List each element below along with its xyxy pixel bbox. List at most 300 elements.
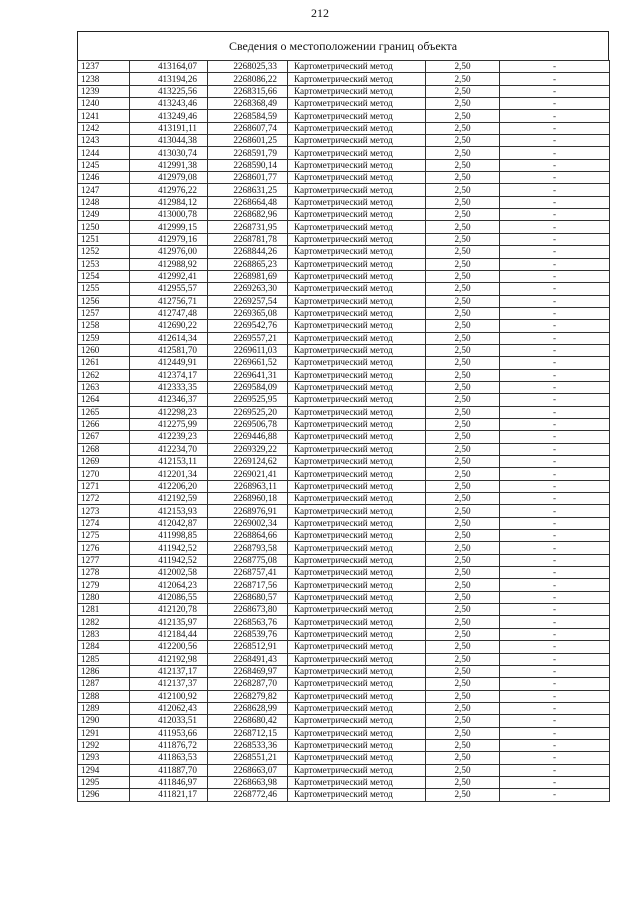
cell-note: - bbox=[500, 283, 610, 295]
cell-note: - bbox=[500, 443, 610, 455]
cell-coord-y: 2268315,66 bbox=[208, 85, 288, 97]
cell-method: Картометрический метод bbox=[288, 567, 426, 579]
cell-point-number: 1280 bbox=[78, 591, 130, 603]
cell-accuracy: 2,50 bbox=[426, 493, 500, 505]
cell-note: - bbox=[500, 184, 610, 196]
table-row bbox=[78, 678, 610, 690]
table-row bbox=[78, 752, 610, 764]
cell-accuracy: 2,50 bbox=[426, 690, 500, 702]
cell-method: Картометрический метод bbox=[288, 147, 426, 159]
cell-point-number: 1239 bbox=[78, 85, 130, 97]
cell-accuracy: 2,50 bbox=[426, 554, 500, 566]
cell-point-number: 1248 bbox=[78, 196, 130, 208]
cell-method: Картометрический метод bbox=[288, 702, 426, 714]
cell-note: - bbox=[500, 394, 610, 406]
cell-coord-x: 412062,43 bbox=[130, 702, 208, 714]
cell-accuracy: 2,50 bbox=[426, 431, 500, 443]
cell-accuracy: 2,50 bbox=[426, 320, 500, 332]
cell-note: - bbox=[500, 567, 610, 579]
cell-accuracy: 2,50 bbox=[426, 776, 500, 788]
table-row bbox=[78, 270, 610, 282]
cell-coord-x: 412137,37 bbox=[130, 678, 208, 690]
cell-accuracy: 2,50 bbox=[426, 591, 500, 603]
cell-coord-y: 2268865,23 bbox=[208, 258, 288, 270]
cell-coord-x: 413030,74 bbox=[130, 147, 208, 159]
table-row bbox=[78, 690, 610, 702]
cell-coord-y: 2268963,11 bbox=[208, 480, 288, 492]
cell-method: Картометрический метод bbox=[288, 332, 426, 344]
cell-point-number: 1256 bbox=[78, 295, 130, 307]
cell-point-number: 1284 bbox=[78, 641, 130, 653]
cell-coord-y: 2268279,82 bbox=[208, 690, 288, 702]
cell-coord-y: 2268664,48 bbox=[208, 196, 288, 208]
cell-coord-x: 412992,41 bbox=[130, 270, 208, 282]
cell-accuracy: 2,50 bbox=[426, 727, 500, 739]
cell-accuracy: 2,50 bbox=[426, 357, 500, 369]
cell-coord-x: 412033,51 bbox=[130, 715, 208, 727]
cell-method: Картометрический метод bbox=[288, 752, 426, 764]
cell-coord-y: 2268682,96 bbox=[208, 209, 288, 221]
cell-coord-y: 2268781,78 bbox=[208, 233, 288, 245]
cell-coord-x: 413000,78 bbox=[130, 209, 208, 221]
cell-method: Картометрический метод bbox=[288, 727, 426, 739]
cell-method: Картометрический метод bbox=[288, 73, 426, 85]
cell-method: Картометрический метод bbox=[288, 641, 426, 653]
cell-accuracy: 2,50 bbox=[426, 715, 500, 727]
cell-coord-x: 413249,46 bbox=[130, 110, 208, 122]
cell-coord-x: 411998,85 bbox=[130, 530, 208, 542]
cell-accuracy: 2,50 bbox=[426, 653, 500, 665]
cell-coord-x: 412747,48 bbox=[130, 307, 208, 319]
cell-coord-x: 412135,97 bbox=[130, 616, 208, 628]
cell-method: Картометрический метод bbox=[288, 122, 426, 134]
cell-accuracy: 2,50 bbox=[426, 517, 500, 529]
cell-accuracy: 2,50 bbox=[426, 443, 500, 455]
cell-accuracy: 2,50 bbox=[426, 369, 500, 381]
cell-coord-x: 413191,11 bbox=[130, 122, 208, 134]
cell-coord-y: 2268591,79 bbox=[208, 147, 288, 159]
cell-coord-x: 412991,38 bbox=[130, 159, 208, 171]
cell-note: - bbox=[500, 530, 610, 542]
cell-coord-x: 412153,11 bbox=[130, 456, 208, 468]
cell-point-number: 1270 bbox=[78, 468, 130, 480]
cell-point-number: 1262 bbox=[78, 369, 130, 381]
cell-note: - bbox=[500, 641, 610, 653]
cell-note: - bbox=[500, 715, 610, 727]
cell-coord-y: 2268757,41 bbox=[208, 567, 288, 579]
cell-method: Картометрический метод bbox=[288, 493, 426, 505]
table-row bbox=[78, 493, 610, 505]
cell-coord-x: 411942,52 bbox=[130, 554, 208, 566]
table-row bbox=[78, 715, 610, 727]
cell-accuracy: 2,50 bbox=[426, 85, 500, 97]
cell-method: Картометрический метод bbox=[288, 196, 426, 208]
cell-note: - bbox=[500, 122, 610, 134]
cell-point-number: 1281 bbox=[78, 604, 130, 616]
cell-coord-y: 2268368,49 bbox=[208, 98, 288, 110]
cell-accuracy: 2,50 bbox=[426, 196, 500, 208]
cell-coord-x: 412581,70 bbox=[130, 344, 208, 356]
cell-point-number: 1260 bbox=[78, 344, 130, 356]
cell-method: Картометрический метод bbox=[288, 431, 426, 443]
table-row bbox=[78, 344, 610, 356]
cell-note: - bbox=[500, 110, 610, 122]
cell-method: Картометрический метод bbox=[288, 135, 426, 147]
table-row bbox=[78, 258, 610, 270]
cell-method: Картометрический метод bbox=[288, 665, 426, 677]
cell-coord-y: 2268601,77 bbox=[208, 172, 288, 184]
cell-coord-x: 412184,44 bbox=[130, 628, 208, 640]
table-row bbox=[78, 604, 610, 616]
cell-point-number: 1267 bbox=[78, 431, 130, 443]
cell-point-number: 1238 bbox=[78, 73, 130, 85]
cell-coord-x: 412002,58 bbox=[130, 567, 208, 579]
cell-coord-x: 412756,71 bbox=[130, 295, 208, 307]
cell-point-number: 1258 bbox=[78, 320, 130, 332]
cell-point-number: 1244 bbox=[78, 147, 130, 159]
cell-coord-x: 413194,26 bbox=[130, 73, 208, 85]
table-row bbox=[78, 135, 610, 147]
cell-point-number: 1272 bbox=[78, 493, 130, 505]
cell-point-number: 1269 bbox=[78, 456, 130, 468]
cell-coord-x: 412192,98 bbox=[130, 653, 208, 665]
cell-method: Картометрический метод bbox=[288, 764, 426, 776]
cell-coord-x: 412201,34 bbox=[130, 468, 208, 480]
cell-point-number: 1251 bbox=[78, 233, 130, 245]
cell-method: Картометрический метод bbox=[288, 418, 426, 430]
cell-coord-y: 2268680,42 bbox=[208, 715, 288, 727]
cell-coord-y: 2268717,56 bbox=[208, 579, 288, 591]
cell-note: - bbox=[500, 628, 610, 640]
cell-accuracy: 2,50 bbox=[426, 579, 500, 591]
cell-method: Картометрический метод bbox=[288, 283, 426, 295]
cell-note: - bbox=[500, 381, 610, 393]
page-number: 212 bbox=[311, 6, 329, 20]
cell-note: - bbox=[500, 493, 610, 505]
cell-method: Картометрический метод bbox=[288, 85, 426, 97]
table-row bbox=[78, 468, 610, 480]
cell-method: Картометрический метод bbox=[288, 628, 426, 640]
cell-point-number: 1252 bbox=[78, 246, 130, 258]
cell-point-number: 1286 bbox=[78, 665, 130, 677]
table-row bbox=[78, 221, 610, 233]
table-row bbox=[78, 567, 610, 579]
table-row bbox=[78, 418, 610, 430]
cell-note: - bbox=[500, 591, 610, 603]
cell-point-number: 1283 bbox=[78, 628, 130, 640]
table-row bbox=[78, 431, 610, 443]
table-row bbox=[78, 653, 610, 665]
cell-method: Картометрический метод bbox=[288, 369, 426, 381]
cell-point-number: 1237 bbox=[78, 61, 130, 73]
cell-accuracy: 2,50 bbox=[426, 98, 500, 110]
cell-point-number: 1288 bbox=[78, 690, 130, 702]
cell-method: Картометрический метод bbox=[288, 653, 426, 665]
cell-accuracy: 2,50 bbox=[426, 344, 500, 356]
cell-note: - bbox=[500, 517, 610, 529]
cell-coord-y: 2268844,26 bbox=[208, 246, 288, 258]
cell-accuracy: 2,50 bbox=[426, 122, 500, 134]
cell-method: Картометрический метод bbox=[288, 344, 426, 356]
cell-note: - bbox=[500, 270, 610, 282]
cell-point-number: 1266 bbox=[78, 418, 130, 430]
cell-coord-y: 2268025,33 bbox=[208, 61, 288, 73]
cell-coord-y: 2268864,66 bbox=[208, 530, 288, 542]
cell-coord-y: 2269611,03 bbox=[208, 344, 288, 356]
cell-accuracy: 2,50 bbox=[426, 283, 500, 295]
cell-note: - bbox=[500, 789, 610, 801]
cell-method: Картометрический метод bbox=[288, 394, 426, 406]
cell-coord-x: 412234,70 bbox=[130, 443, 208, 455]
cell-accuracy: 2,50 bbox=[426, 567, 500, 579]
cell-note: - bbox=[500, 653, 610, 665]
cell-note: - bbox=[500, 307, 610, 319]
cell-accuracy: 2,50 bbox=[426, 295, 500, 307]
cell-method: Картометрический метод bbox=[288, 579, 426, 591]
cell-coord-y: 2269525,95 bbox=[208, 394, 288, 406]
cell-method: Картометрический метод bbox=[288, 184, 426, 196]
table-row bbox=[78, 209, 610, 221]
cell-point-number: 1274 bbox=[78, 517, 130, 529]
cell-accuracy: 2,50 bbox=[426, 542, 500, 554]
cell-note: - bbox=[500, 418, 610, 430]
cell-note: - bbox=[500, 221, 610, 233]
cell-note: - bbox=[500, 258, 610, 270]
cell-coord-x: 412333,35 bbox=[130, 381, 208, 393]
cell-coord-x: 413164,07 bbox=[130, 61, 208, 73]
cell-accuracy: 2,50 bbox=[426, 678, 500, 690]
cell-point-number: 1242 bbox=[78, 122, 130, 134]
cell-point-number: 1295 bbox=[78, 776, 130, 788]
cell-point-number: 1246 bbox=[78, 172, 130, 184]
table-row bbox=[78, 246, 610, 258]
cell-coord-y: 2268680,57 bbox=[208, 591, 288, 603]
cell-accuracy: 2,50 bbox=[426, 172, 500, 184]
cell-coord-x: 413243,46 bbox=[130, 98, 208, 110]
cell-accuracy: 2,50 bbox=[426, 604, 500, 616]
cell-accuracy: 2,50 bbox=[426, 616, 500, 628]
cell-coord-x: 412100,92 bbox=[130, 690, 208, 702]
cell-point-number: 1273 bbox=[78, 505, 130, 517]
cell-method: Картометрический метод bbox=[288, 739, 426, 751]
cell-coord-y: 2269661,52 bbox=[208, 357, 288, 369]
cell-point-number: 1241 bbox=[78, 110, 130, 122]
cell-coord-y: 2269525,20 bbox=[208, 406, 288, 418]
table-row bbox=[78, 443, 610, 455]
cell-point-number: 1277 bbox=[78, 554, 130, 566]
table-row bbox=[78, 554, 610, 566]
cell-point-number: 1249 bbox=[78, 209, 130, 221]
cell-coord-x: 412086,55 bbox=[130, 591, 208, 603]
cell-method: Картометрический метод bbox=[288, 110, 426, 122]
table-row bbox=[78, 172, 610, 184]
cell-note: - bbox=[500, 764, 610, 776]
cell-coord-x: 412346,37 bbox=[130, 394, 208, 406]
cell-coord-y: 2269446,88 bbox=[208, 431, 288, 443]
cell-coord-x: 412200,56 bbox=[130, 641, 208, 653]
cell-point-number: 1265 bbox=[78, 406, 130, 418]
cell-point-number: 1240 bbox=[78, 98, 130, 110]
cell-coord-x: 412137,17 bbox=[130, 665, 208, 677]
table-row bbox=[78, 122, 610, 134]
cell-point-number: 1287 bbox=[78, 678, 130, 690]
cell-accuracy: 2,50 bbox=[426, 135, 500, 147]
cell-coord-y: 2268731,95 bbox=[208, 221, 288, 233]
cell-note: - bbox=[500, 159, 610, 171]
cell-coord-y: 2268663,07 bbox=[208, 764, 288, 776]
cell-accuracy: 2,50 bbox=[426, 209, 500, 221]
cell-coord-x: 412298,23 bbox=[130, 406, 208, 418]
cell-method: Картометрический метод bbox=[288, 542, 426, 554]
cell-accuracy: 2,50 bbox=[426, 270, 500, 282]
cell-method: Картометрический метод bbox=[288, 530, 426, 542]
table-row bbox=[78, 394, 610, 406]
cell-point-number: 1282 bbox=[78, 616, 130, 628]
table-row bbox=[78, 628, 610, 640]
cell-coord-y: 2268512,91 bbox=[208, 641, 288, 653]
table-row bbox=[78, 110, 610, 122]
cell-coord-x: 412239,23 bbox=[130, 431, 208, 443]
cell-note: - bbox=[500, 61, 610, 73]
cell-method: Картометрический метод bbox=[288, 468, 426, 480]
cell-coord-x: 412042,87 bbox=[130, 517, 208, 529]
cell-coord-y: 2268469,97 bbox=[208, 665, 288, 677]
cell-coord-x: 411942,52 bbox=[130, 542, 208, 554]
cell-coord-y: 2268607,74 bbox=[208, 122, 288, 134]
cell-note: - bbox=[500, 542, 610, 554]
table-row bbox=[78, 283, 610, 295]
cell-method: Картометрический метод bbox=[288, 381, 426, 393]
cell-point-number: 1245 bbox=[78, 159, 130, 171]
cell-accuracy: 2,50 bbox=[426, 406, 500, 418]
cell-point-number: 1264 bbox=[78, 394, 130, 406]
table-row bbox=[78, 196, 610, 208]
cell-coord-x: 411876,72 bbox=[130, 739, 208, 751]
table-row bbox=[78, 702, 610, 714]
table-row bbox=[78, 789, 610, 801]
coordinates-table-body bbox=[78, 61, 610, 802]
cell-coord-x: 411846,97 bbox=[130, 776, 208, 788]
cell-point-number: 1292 bbox=[78, 739, 130, 751]
cell-coord-y: 2269542,76 bbox=[208, 320, 288, 332]
cell-method: Картометрический метод bbox=[288, 789, 426, 801]
cell-point-number: 1290 bbox=[78, 715, 130, 727]
cell-note: - bbox=[500, 85, 610, 97]
table-row bbox=[78, 456, 610, 468]
cell-coord-x: 412979,16 bbox=[130, 233, 208, 245]
cell-coord-y: 2269557,21 bbox=[208, 332, 288, 344]
table-row bbox=[78, 505, 610, 517]
cell-coord-y: 2268712,15 bbox=[208, 727, 288, 739]
boundary-coordinates-sheet bbox=[77, 31, 609, 802]
cell-point-number: 1259 bbox=[78, 332, 130, 344]
cell-coord-y: 2269329,22 bbox=[208, 443, 288, 455]
cell-accuracy: 2,50 bbox=[426, 530, 500, 542]
cell-note: - bbox=[500, 776, 610, 788]
cell-accuracy: 2,50 bbox=[426, 752, 500, 764]
cell-point-number: 1257 bbox=[78, 307, 130, 319]
cell-note: - bbox=[500, 480, 610, 492]
table-row bbox=[78, 641, 610, 653]
cell-coord-y: 2268086,22 bbox=[208, 73, 288, 85]
cell-coord-x: 411887,70 bbox=[130, 764, 208, 776]
cell-accuracy: 2,50 bbox=[426, 789, 500, 801]
cell-coord-x: 411863,53 bbox=[130, 752, 208, 764]
cell-coord-y: 2268563,76 bbox=[208, 616, 288, 628]
cell-coord-y: 2268491,43 bbox=[208, 653, 288, 665]
cell-point-number: 1271 bbox=[78, 480, 130, 492]
cell-coord-x: 412374,17 bbox=[130, 369, 208, 381]
cell-note: - bbox=[500, 739, 610, 751]
cell-method: Картометрический метод bbox=[288, 616, 426, 628]
cell-method: Картометрический метод bbox=[288, 320, 426, 332]
cell-point-number: 1291 bbox=[78, 727, 130, 739]
cell-method: Картометрический метод bbox=[288, 159, 426, 171]
cell-point-number: 1289 bbox=[78, 702, 130, 714]
cell-method: Картометрический метод bbox=[288, 295, 426, 307]
table-row bbox=[78, 739, 610, 751]
cell-coord-y: 2268793,58 bbox=[208, 542, 288, 554]
cell-point-number: 1263 bbox=[78, 381, 130, 393]
cell-coord-x: 412984,12 bbox=[130, 196, 208, 208]
cell-point-number: 1255 bbox=[78, 283, 130, 295]
cell-note: - bbox=[500, 135, 610, 147]
cell-note: - bbox=[500, 702, 610, 714]
cell-coord-y: 2269257,54 bbox=[208, 295, 288, 307]
cell-point-number: 1278 bbox=[78, 567, 130, 579]
cell-note: - bbox=[500, 752, 610, 764]
cell-coord-y: 2269641,31 bbox=[208, 369, 288, 381]
table-row bbox=[78, 184, 610, 196]
cell-note: - bbox=[500, 456, 610, 468]
table-row bbox=[78, 320, 610, 332]
cell-note: - bbox=[500, 690, 610, 702]
cell-accuracy: 2,50 bbox=[426, 641, 500, 653]
table-row bbox=[78, 98, 610, 110]
cell-point-number: 1294 bbox=[78, 764, 130, 776]
cell-note: - bbox=[500, 332, 610, 344]
cell-note: - bbox=[500, 344, 610, 356]
cell-coord-y: 2269584,09 bbox=[208, 381, 288, 393]
cell-accuracy: 2,50 bbox=[426, 456, 500, 468]
cell-point-number: 1275 bbox=[78, 530, 130, 542]
cell-accuracy: 2,50 bbox=[426, 468, 500, 480]
cell-note: - bbox=[500, 357, 610, 369]
cell-coord-y: 2268772,46 bbox=[208, 789, 288, 801]
table-row bbox=[78, 776, 610, 788]
cell-method: Картометрический метод bbox=[288, 98, 426, 110]
cell-point-number: 1247 bbox=[78, 184, 130, 196]
cell-method: Картометрический метод bbox=[288, 307, 426, 319]
cell-note: - bbox=[500, 233, 610, 245]
cell-method: Картометрический метод bbox=[288, 480, 426, 492]
cell-coord-x: 412690,22 bbox=[130, 320, 208, 332]
table-row bbox=[78, 616, 610, 628]
cell-accuracy: 2,50 bbox=[426, 110, 500, 122]
cell-note: - bbox=[500, 98, 610, 110]
cell-note: - bbox=[500, 147, 610, 159]
cell-method: Картометрический метод bbox=[288, 678, 426, 690]
cell-accuracy: 2,50 bbox=[426, 307, 500, 319]
cell-method: Картометрический метод bbox=[288, 505, 426, 517]
cell-point-number: 1268 bbox=[78, 443, 130, 455]
cell-note: - bbox=[500, 320, 610, 332]
cell-point-number: 1285 bbox=[78, 653, 130, 665]
cell-method: Картометрический метод bbox=[288, 172, 426, 184]
table-row bbox=[78, 517, 610, 529]
cell-note: - bbox=[500, 616, 610, 628]
cell-note: - bbox=[500, 678, 610, 690]
